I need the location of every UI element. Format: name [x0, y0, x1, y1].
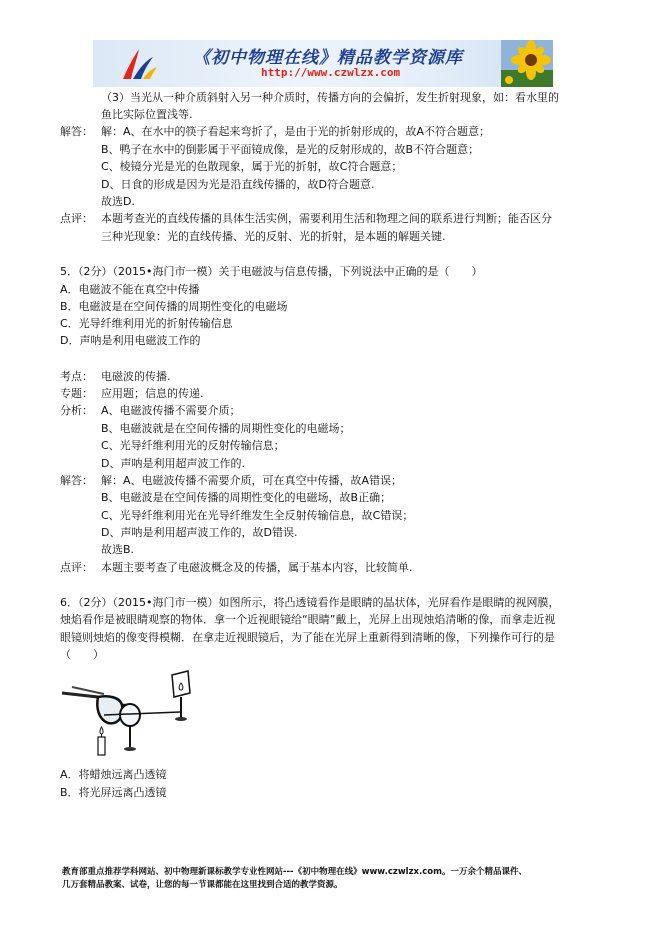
q4-item3-line2: 鱼比实际位置浅等. [101, 108, 193, 121]
q5-answer-line: B、电磁波是在空间传播的周期性变化的电磁场，故B正确； [101, 491, 392, 504]
q5-analysis-line: D、声呐是利用超声波工作的. [101, 457, 245, 470]
site-logo [119, 45, 159, 83]
sunflower-image [501, 40, 553, 87]
q5-zhuanti-label: 专题： [60, 387, 93, 400]
glasses-lens-candle-figure [60, 667, 220, 757]
q4-item3-line1: （3）当光从一种介质斜射入另一种介质时，传播方向的会偏折，发生折射现象，如：看水里的 [101, 91, 559, 104]
header-banner [93, 40, 553, 87]
q5-answer-line: C、光导纤维利用光在光导纤维发生全反射传输信息，故C错误； [101, 509, 414, 522]
q5-answer-line: 解：A、电磁波传播不需要介质，可在真空中传播，故A错误； [101, 474, 403, 487]
q4-answer-line: B、鸭子在水中的倒影属于平面镜成像，是光的反射形成的，故B不符合题意； [101, 143, 480, 156]
q5-answer-label: 解答： [60, 474, 93, 487]
q5-comment: 本题主要考查了电磁波概念及的传播，属于基本内容，比较简单. [101, 561, 413, 574]
q5-comment-label: 点评： [60, 561, 93, 574]
q4-comment-label: 点评： [60, 212, 93, 225]
q5-kaodian: 电磁波的传播. [101, 370, 171, 383]
q4-comment-line: 三种光现象：光的直线传播、光的反射、光的折射，是本题的解题关键. [101, 230, 446, 243]
q5-analysis-line: A、电磁波传播不需要介质； [101, 404, 241, 417]
q4-answer-label: 解答： [60, 125, 93, 138]
q4-answer-line: C、棱镜分光是光的色散现象，属于光的折射，故C符合题意； [101, 160, 403, 173]
q5-option-b: B．电磁波是在空间传播的周期性变化的电磁场 [60, 300, 288, 313]
q5-analysis-line: B、电磁波就是在空间传播的周期性变化的电磁场； [101, 422, 351, 435]
q4-answer-line: D、日食的形成是因为光是沿直线传播的，故D符合题意. [101, 178, 375, 191]
q5-option-c: C．光导纤维利用光的折射传输信息 [60, 317, 233, 330]
q6-stem-line: 6．（2分）（2015•海门市一模）如图所示，将凸透镜看作是眼睛的晶状体，光屏看作是眼睛的视网膜， [60, 596, 560, 609]
q5-answer-line: 故选B. [101, 543, 135, 556]
q5-stem: 5．（2分）（2015•海门市一模）关于电磁波与信息传播，下列说法中正确的是（ ） [60, 265, 483, 278]
q5-zhuanti: 应用题；信息的传递. [101, 387, 204, 400]
q5-option-a: A．电磁波不能在真空中传播 [60, 283, 200, 296]
footer-line: 教育部重点推荐学科网站、初中物理新课标教学专业性网站---《初中物理在线》www.czwlzx.com。一万余个精品课件、 [62, 867, 527, 877]
q6-option-b: B．将光屏远离凸透镜 [60, 786, 167, 799]
banner-title: 《初中物理在线》精品教学资源库 [193, 48, 463, 68]
q6-stem-line: 眼镜则烛焰的像变得模糊．在拿走近视眼镜后，为了能在光屏上重新得到清晰的像，下列操作可行的是 [60, 631, 555, 644]
q5-answer-line: D、声呐是利用超声波工作的，故D错误. [101, 526, 298, 539]
q6-stem-line: 烛焰看作是被眼睛观察的物体．拿一个近视眼镜给“眼睛”戴上，光屏上出现烛焰清晰的像，而拿走近视 [60, 613, 556, 626]
page-footer [62, 866, 622, 892]
q5-option-d: D．声呐是利用电磁波工作的 [60, 334, 201, 347]
q4-comment-line: 本题考查光的直线传播的具体生活实例，需要利用生活和物理之间的联系进行判断；能否区分 [101, 212, 552, 225]
q4-answer-line: 故选D. [101, 195, 135, 208]
q4-answer-line: 解：A、在水中的筷子看起来弯折了，是由于光的折射形成的，故A不符合题意； [101, 125, 491, 138]
q5-analysis-label: 分析： [60, 404, 93, 417]
q6-option-a: A．将蜡烛远离凸透镜 [60, 768, 167, 781]
banner-url[interactable]: http://www.czwlzx.com [261, 66, 401, 79]
footer-line: 几万套精品教案、试卷，让您的每一节课都能在这里找到合适的教学资源。 [62, 880, 343, 890]
q5-analysis-line: C、光导纤维利用光的反射传输信息； [101, 439, 285, 452]
q5-kaodian-label: 考点： [60, 370, 93, 383]
q6-stem-line: （ ） [60, 648, 104, 661]
